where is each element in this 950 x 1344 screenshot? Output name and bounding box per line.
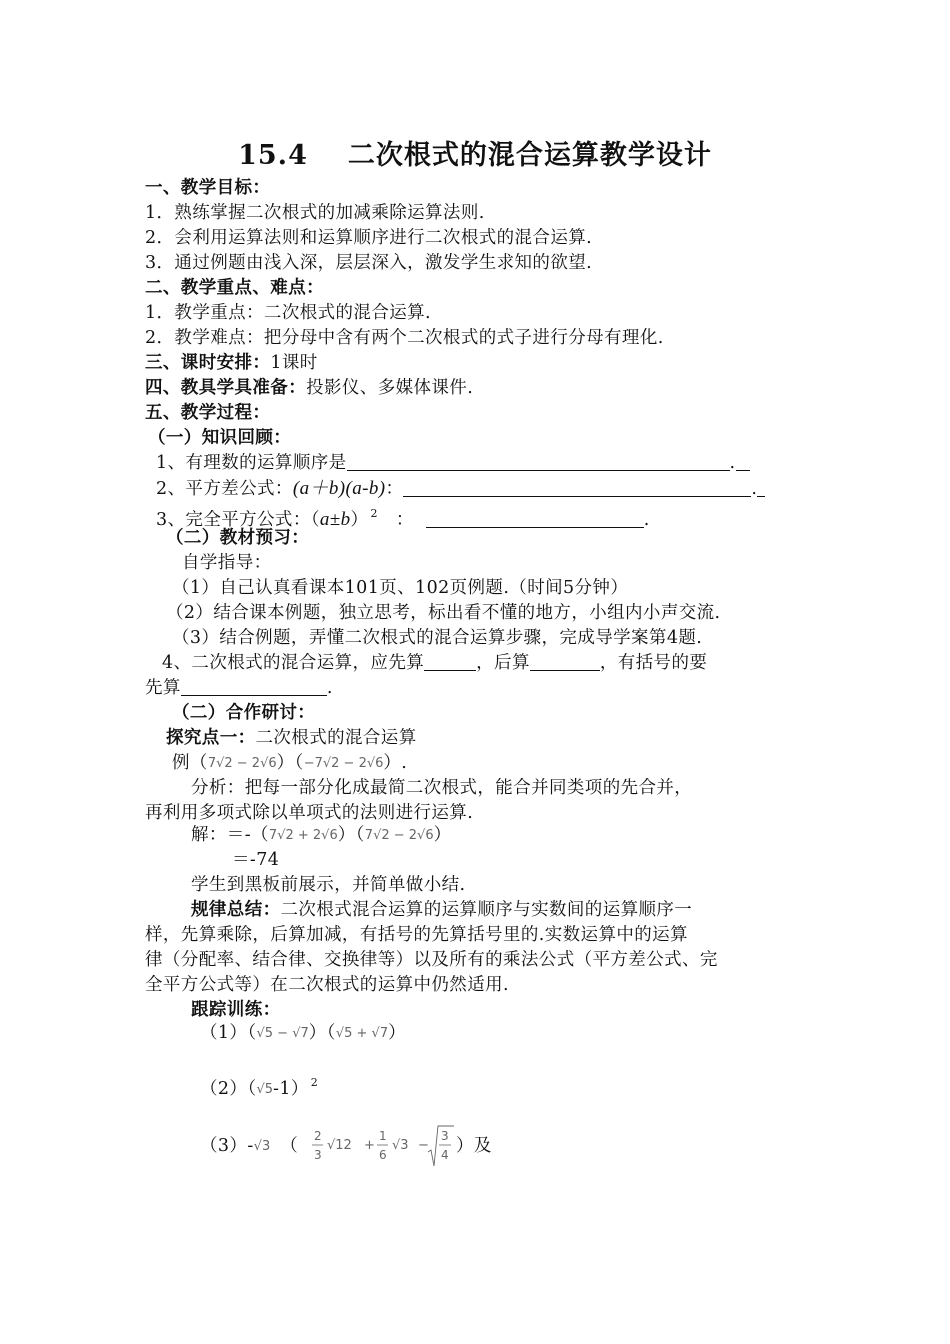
- radical-expression: √5 + √7: [335, 1026, 389, 1041]
- radical-expression: √3: [253, 1139, 271, 1154]
- heading-review: （一）知识回顾：: [148, 428, 292, 448]
- practice-2-label: （2）（: [200, 1079, 257, 1099]
- preview-q4: [162, 651, 707, 676]
- students-present: 学生到黑板前展示，并简单做小结.: [191, 875, 466, 895]
- radical-expression: √5 − √7: [256, 1026, 309, 1041]
- radical-expression: 7√2 − 2√6: [207, 756, 277, 771]
- exponent: 2: [310, 1076, 319, 1089]
- explore-point-label: 探究点一：: [166, 728, 256, 748]
- practice-3: [200, 1134, 298, 1159]
- radical-expression: 7√2 − 2√6: [364, 828, 434, 843]
- page-title: [0, 133, 950, 172]
- review-q3-close: ）: [350, 510, 369, 530]
- example-mid: ）（: [276, 753, 304, 773]
- schedule-line: [145, 351, 318, 376]
- preview-q4-cont: [145, 676, 333, 701]
- radical-term: √3: [392, 1138, 409, 1153]
- summary-line-4: 全平方公式等）在二次根式的运算中仍然适用.: [145, 975, 509, 995]
- tools-line: [145, 376, 473, 401]
- solution-label: 解：＝-（: [191, 825, 269, 845]
- objective-3: 3．通过例题由浅入深，层层深入，激发学生求知的欲望.: [145, 253, 593, 273]
- summary-line-1: [191, 898, 692, 923]
- solution-result: ＝-74: [232, 850, 280, 870]
- difference-of-squares-formula: (a＋b)(a-b): [292, 478, 386, 499]
- heading-practice: 跟踪训练：: [191, 1000, 281, 1020]
- fraction-numerator: 3: [441, 1129, 449, 1143]
- example-label: 例（: [172, 753, 208, 773]
- answer-blank: [736, 452, 750, 471]
- heading-process: 五、教学过程：: [145, 403, 271, 423]
- review-q3-period: .: [643, 510, 650, 530]
- summary-line-3: 律（分配率、结合律、交换律等）以及所有的乘法公式（平方差公式、完: [145, 950, 718, 970]
- example-end: ）.: [383, 753, 408, 773]
- summary-line-2: 样，先算乘除，后算加减，有括号的先算括号里的.实数运算中的运算: [145, 925, 688, 945]
- key-point-1: 1．教学重点：二次根式的混合运算.: [145, 303, 431, 323]
- fraction-numerator: 2: [314, 1129, 322, 1143]
- review-q3-text: 3、完全平方公式：（: [156, 510, 320, 530]
- guide-item-3: （3）结合例题，弄懂二次根式的混合运算步骤，完成导学案第4题.: [172, 628, 703, 648]
- answer-blank: [403, 478, 751, 497]
- heading-schedule: 三、课时安排：: [145, 353, 271, 373]
- heading-tools: 四、教具学具准备：: [145, 378, 307, 398]
- fraction-denominator: 4: [441, 1148, 449, 1162]
- practice-1: [200, 1021, 406, 1046]
- practice-2-tail: -1）: [273, 1079, 309, 1099]
- objective-1: 1．熟练掌握二次根式的加减乘除运算法则.: [145, 203, 485, 223]
- review-q2-period: .: [751, 479, 758, 499]
- practice-1-label: （1）（: [200, 1023, 257, 1043]
- fraction-expression: [310, 1122, 460, 1172]
- heading-objectives: 一、教学目标：: [145, 178, 271, 198]
- radical-term: √12: [327, 1138, 352, 1153]
- fraction-denominator: 6: [379, 1148, 387, 1162]
- key-point-2: 2．教学难点：把分母中含有两个二次根式的式子进行分母有理化.: [145, 328, 664, 348]
- answer-blank: [757, 478, 765, 497]
- review-q2: [156, 476, 765, 502]
- analysis-line-1: 分析：把每一部分化成最简二次根式，能合并同类项的先合并，: [191, 778, 693, 798]
- solution-end: ）: [433, 825, 452, 845]
- practice-1-mid: ）（: [308, 1023, 336, 1043]
- solution-line: [191, 823, 452, 848]
- review-q1: [156, 451, 750, 476]
- review-q1-text: 1、有理数的运算顺序是: [156, 453, 347, 473]
- answer-blank: [347, 452, 730, 471]
- radical-expression: √5: [256, 1082, 274, 1097]
- review-q3-colon: ：: [395, 510, 414, 530]
- radical-expression: 7√2 + 2√6: [268, 828, 338, 843]
- practice-2: [200, 1070, 318, 1102]
- guide-item-1: （1）自己认真看课本101页、102页例题.（时间5分钟）: [172, 578, 629, 598]
- explore-point-1: [166, 726, 417, 751]
- exponent: 2: [370, 507, 378, 520]
- answer-blank: [181, 677, 327, 696]
- radical-expression: −7√2 − 2√6: [303, 756, 384, 771]
- practice-3-label: （3）-: [200, 1136, 254, 1156]
- tools-text: 投影仪、多媒体课件.: [306, 378, 474, 398]
- perfect-square-variable: a±b: [319, 509, 351, 530]
- q4-text-a: 4、二次根式的混合运算，应先算: [162, 653, 425, 673]
- review-q2-colon: ：: [385, 479, 404, 499]
- heading-cooperative-study: （二）合作研讨：: [172, 703, 316, 723]
- fraction-denominator: 3: [314, 1148, 322, 1162]
- answer-blank: [424, 652, 476, 671]
- plus-sign: +: [364, 1138, 375, 1153]
- review-q2-text: 2、平方差公式：: [156, 479, 293, 499]
- answer-blank: [426, 509, 644, 528]
- practice-3-end: ）及: [456, 1136, 492, 1156]
- minus-sign: −: [418, 1138, 429, 1153]
- q4-text-d: 先算: [145, 678, 181, 698]
- practice-3-open: （: [280, 1136, 299, 1156]
- solution-mid: ）（: [337, 825, 365, 845]
- title-text: 二次根式的混合运算教学设计: [347, 140, 712, 171]
- summary-text-1: 二次根式混合运算的运算顺序与实数间的运算顺序一: [280, 900, 693, 920]
- q4-text-c: ，有括号的要: [599, 653, 708, 673]
- q4-text-b: ，后算: [476, 653, 530, 673]
- example-line: [172, 751, 407, 776]
- answer-blank: [530, 652, 600, 671]
- schedule-text: 1课时: [270, 353, 318, 373]
- summary-label: 规律总结：: [191, 900, 281, 920]
- fraction-numerator: 1: [379, 1129, 387, 1143]
- section-number: 15.4: [238, 140, 308, 171]
- guide-item-2: （2）结合课本例题，独立思考，标出看不懂的地方，小组内小声交流.: [166, 603, 721, 623]
- q4-period: .: [326, 678, 333, 698]
- heading-key-points: 二、教学重点、难点：: [145, 278, 324, 298]
- review-q1-period: .: [729, 453, 736, 473]
- analysis-line-2: 再利用多项式除以单项式的法则进行运算.: [145, 803, 474, 823]
- heading-preview: （二）教材预习：: [166, 528, 310, 548]
- practice-1-end: ）: [388, 1023, 407, 1043]
- self-study-guide: 自学指导：: [182, 553, 272, 573]
- explore-point-text: 二次根式的混合运算: [255, 728, 417, 748]
- objective-2: 2．会利用运算法则和运算顺序进行二次根式的混合运算.: [145, 228, 593, 248]
